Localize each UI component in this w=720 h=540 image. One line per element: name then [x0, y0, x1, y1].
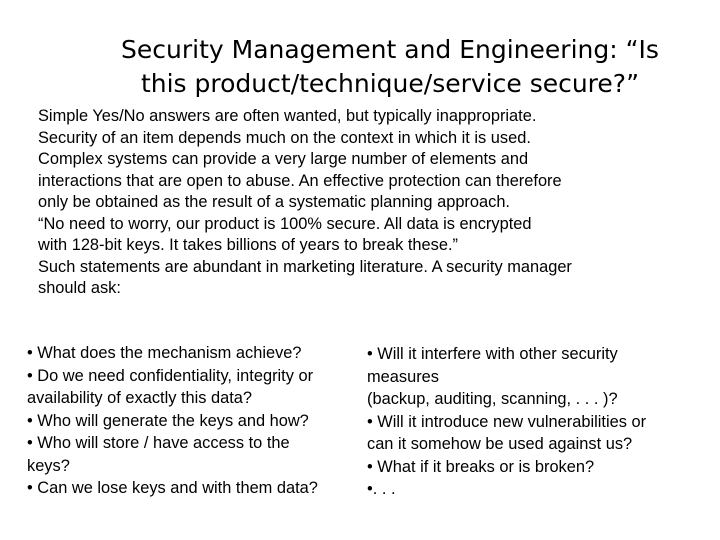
question-list-right: [367, 343, 707, 501]
bullet-line: • What does the mechanism achieve?: [27, 344, 302, 362]
bullet-line: •. . .: [367, 480, 396, 498]
bullet-line: availability of exactly this data?: [27, 389, 253, 407]
bullet-line: • Will it interfere with other security: [367, 345, 618, 363]
question-list-left: [27, 342, 357, 500]
bullet-line: measures: [367, 367, 439, 386]
bullet-line: can it somehow be used against us?: [367, 435, 633, 453]
bullet-line: (backup, auditing, scanning, . . . )?: [367, 390, 618, 408]
bullet-line: • Do we need confidentiality, integrity or: [27, 366, 314, 385]
bullet-line: • Who will store / have access to the: [27, 434, 290, 452]
intro-paragraph: [38, 106, 698, 300]
slide-title: [80, 33, 700, 101]
intro-line: interactions that are open to abuse. An effective protection can therefore: [38, 171, 562, 190]
intro-line: Such statements are abundant in marketing literature. A security manager: [38, 257, 572, 276]
bullet-line: • Can we lose keys and with them data?: [27, 479, 318, 497]
intro-line: should ask:: [38, 279, 121, 297]
intro-line: “No need to worry, our product is 100% secure. All data is encrypted: [38, 214, 532, 233]
intro-line: Simple Yes/No answers are often wanted, but typically inappropriate.: [38, 107, 537, 125]
bullet-line: • What if it breaks or is broken?: [367, 457, 595, 476]
bullet-line: • Will it introduce new vulnerabilities or: [367, 412, 647, 431]
slide-title-line-2: this product/technique/service secure?”: [140, 69, 640, 98]
slide-title-line-1: Security Management and Engineering: “Is: [121, 35, 659, 64]
intro-line: Complex systems can provide a very large number of elements and: [38, 150, 529, 168]
bullet-line: • Who will generate the keys and how?: [27, 411, 309, 430]
bullet-line: keys?: [27, 456, 70, 475]
intro-line: with 128-bit keys. It takes billions of years to break these.”: [38, 236, 458, 254]
intro-line: only be obtained as the result of a systematic planning approach.: [38, 193, 510, 211]
intro-line: Security of an item depends much on the context in which it is used.: [38, 128, 531, 147]
